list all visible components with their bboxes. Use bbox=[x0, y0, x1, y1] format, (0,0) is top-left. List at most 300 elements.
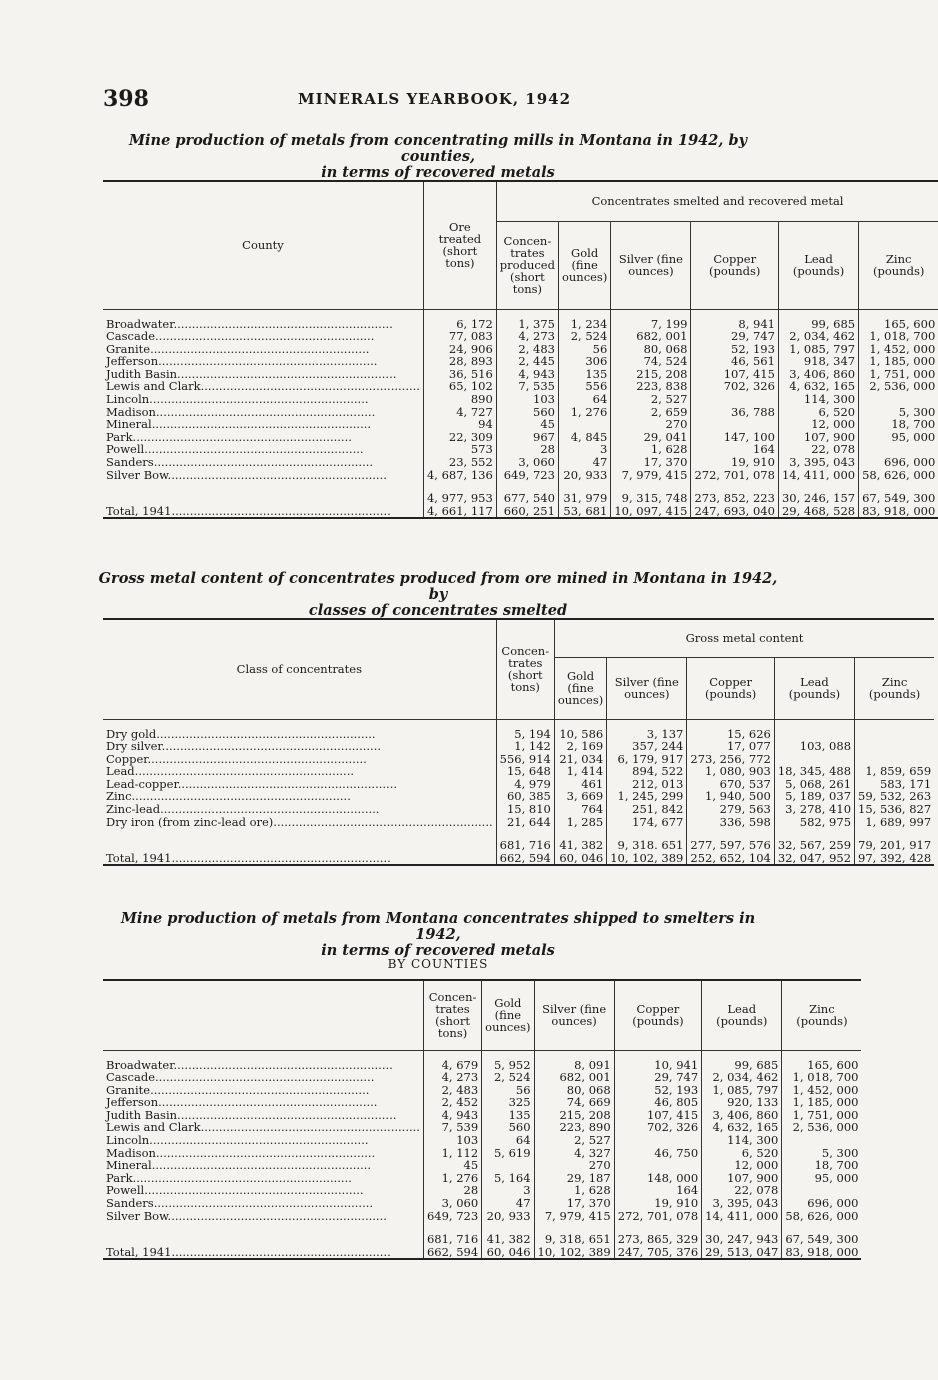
cell-value: 107, 415 bbox=[691, 368, 778, 381]
row-label: Silver Bow............................................................ bbox=[106, 467, 387, 482]
cell-value: 4, 679 bbox=[423, 1059, 481, 1072]
row-label: Lincoln............................................................ bbox=[106, 392, 369, 407]
cell-value: 894, 522 bbox=[607, 765, 687, 778]
row-label: Total, 1941............................................................ bbox=[106, 1244, 391, 1259]
cell-value: 45 bbox=[496, 418, 558, 431]
cell-value: 15, 536, 827 bbox=[855, 803, 935, 816]
cell-value: 18, 700 bbox=[782, 1159, 862, 1172]
cell-value: 15, 626 bbox=[687, 728, 774, 741]
cell-value: 28 bbox=[496, 443, 558, 456]
row-label: Mineral............................................................ bbox=[106, 1158, 372, 1173]
cell-value: 4, 727 bbox=[423, 406, 496, 419]
leader-dots: ............................................................ bbox=[173, 1057, 393, 1072]
cell-value: 135 bbox=[558, 368, 610, 381]
cell-value: 29, 747 bbox=[691, 330, 778, 343]
cell-value: 918, 347 bbox=[778, 355, 858, 368]
cell-value: 215, 208 bbox=[611, 368, 691, 381]
leader-dots: ............................................................ bbox=[144, 1183, 364, 1198]
cell-value: 24, 906 bbox=[423, 343, 496, 356]
cell-value: 22, 078 bbox=[702, 1184, 782, 1197]
cell-value: 273, 852, 223 bbox=[691, 489, 778, 505]
cell-value: 7, 979, 415 bbox=[611, 469, 691, 482]
cell-value: 67, 549, 300 bbox=[782, 1230, 862, 1246]
leader-dots: ............................................................ bbox=[171, 1244, 391, 1259]
cell-value: 702, 326 bbox=[614, 1121, 701, 1134]
cell-value: 148, 000 bbox=[614, 1172, 701, 1185]
cell-value: 52, 193 bbox=[614, 1084, 701, 1097]
cell-value: 20, 933 bbox=[482, 1210, 534, 1223]
cell-value: 212, 013 bbox=[607, 778, 687, 791]
cell-value: 7, 539 bbox=[423, 1121, 481, 1134]
cell-value: 764 bbox=[554, 803, 606, 816]
caption-line: in terms of recovered metals bbox=[321, 164, 555, 181]
cell-value: 46, 750 bbox=[614, 1147, 701, 1160]
row-label: Lead-copper............................................................ bbox=[106, 776, 398, 791]
row-label: Zinc-lead............................................................ bbox=[106, 802, 380, 817]
cell-value: 114, 300 bbox=[702, 1134, 782, 1147]
cell-value: 1, 080, 903 bbox=[687, 765, 774, 778]
cell-value: 60, 046 bbox=[482, 1246, 534, 1260]
cell-value: 64 bbox=[482, 1134, 534, 1147]
cell-value: 560 bbox=[496, 406, 558, 419]
row-label: Dry silver............................................................ bbox=[106, 739, 382, 754]
cell-value: 83, 918, 000 bbox=[859, 505, 938, 519]
cell-value: 306 bbox=[558, 355, 610, 368]
cell-value: 60, 385 bbox=[496, 790, 554, 803]
row-label bbox=[103, 836, 496, 852]
row-label: Broadwater............................................................ bbox=[106, 1057, 393, 1072]
cell-value: 696, 000 bbox=[782, 1197, 862, 1210]
col-header: Copper (pounds) bbox=[691, 221, 778, 309]
cell-value bbox=[855, 728, 935, 741]
col-header: Lead (pounds) bbox=[778, 221, 858, 309]
cell-value: 681, 716 bbox=[496, 836, 554, 852]
cell-value: 30, 246, 157 bbox=[778, 489, 858, 505]
cell-value: 107, 415 bbox=[614, 1109, 701, 1122]
cell-value: 36, 788 bbox=[691, 406, 778, 419]
cell-value: 1, 185, 000 bbox=[782, 1096, 862, 1109]
cell-value: 19, 910 bbox=[614, 1197, 701, 1210]
table-row bbox=[103, 469, 938, 482]
cell-value: 5, 300 bbox=[859, 406, 938, 419]
cell-value: 649, 723 bbox=[496, 469, 558, 482]
leader-dots: ............................................................ bbox=[155, 1145, 376, 1160]
cell-value: 165, 600 bbox=[782, 1059, 862, 1072]
leader-dots: ............................................................ bbox=[155, 404, 376, 419]
total-1941-row bbox=[103, 852, 934, 866]
cell-value: 560 bbox=[482, 1121, 534, 1134]
cell-value: 45 bbox=[423, 1159, 481, 1172]
total-row bbox=[103, 1230, 861, 1246]
cell-value: 583, 171 bbox=[855, 778, 935, 791]
table-county-mill-production bbox=[103, 180, 938, 519]
cell-value: 67, 549, 300 bbox=[859, 489, 938, 505]
cell-value: 165, 600 bbox=[859, 318, 938, 331]
cell-value: 3, 278, 410 bbox=[774, 803, 854, 816]
cell-value: 2, 536, 000 bbox=[782, 1121, 862, 1134]
cell-value: 967 bbox=[496, 431, 558, 444]
cell-value: 14, 411, 000 bbox=[702, 1210, 782, 1223]
cell-value: 64 bbox=[558, 393, 610, 406]
cell-value: 103 bbox=[423, 1134, 481, 1147]
leader-dots: ............................................................ bbox=[161, 739, 382, 754]
cell-value: 1, 245, 299 bbox=[607, 790, 687, 803]
cell-value: 10, 941 bbox=[614, 1059, 701, 1072]
cell-value: 99, 685 bbox=[702, 1059, 782, 1072]
cell-value: 19, 910 bbox=[691, 456, 778, 469]
row-label: Mineral............................................................ bbox=[106, 417, 372, 432]
cell-value: 8, 091 bbox=[534, 1059, 614, 1072]
cell-value: 573 bbox=[423, 443, 496, 456]
col-header: Gold (fine ounces) bbox=[482, 980, 534, 1050]
cell-value: 251, 842 bbox=[607, 803, 687, 816]
cell-value bbox=[614, 1159, 701, 1172]
leader-dots: ............................................................ bbox=[155, 1070, 375, 1085]
cell-value: 1, 414 bbox=[554, 765, 606, 778]
cell-value bbox=[558, 418, 610, 431]
cell-value: 247, 705, 376 bbox=[614, 1246, 701, 1260]
cell-value: 6, 520 bbox=[702, 1147, 782, 1160]
cell-value: 1, 234 bbox=[558, 318, 610, 331]
cell-value: 29, 513, 047 bbox=[702, 1246, 782, 1260]
row-label: Jefferson............................................................ bbox=[106, 1095, 378, 1110]
row-label: Zinc............................................................ bbox=[106, 789, 351, 804]
total-row bbox=[103, 836, 934, 852]
cell-value: 58, 626, 000 bbox=[859, 469, 938, 482]
col-header: Zinc (pounds) bbox=[855, 657, 935, 719]
cell-value bbox=[614, 1134, 701, 1147]
row-label: Broadwater............................................................ bbox=[106, 316, 393, 331]
cell-value: 15, 648 bbox=[496, 765, 554, 778]
cell-value: 273, 865, 329 bbox=[614, 1230, 701, 1246]
total-1941-row bbox=[103, 505, 938, 519]
leader-dots: ............................................................ bbox=[150, 341, 370, 356]
cell-value: 80, 068 bbox=[534, 1084, 614, 1097]
cell-value: 23, 552 bbox=[423, 456, 496, 469]
cell-value: 4, 977, 953 bbox=[423, 489, 496, 505]
col-header: Zinc (pounds) bbox=[782, 980, 862, 1050]
cell-value: 3, 669 bbox=[554, 790, 606, 803]
col-header: Concen- trates (short tons) bbox=[496, 619, 554, 719]
cell-value: 1, 628 bbox=[611, 443, 691, 456]
cell-value: 17, 370 bbox=[611, 456, 691, 469]
cell-value bbox=[855, 740, 935, 753]
leader-dots: ............................................................ bbox=[151, 417, 372, 432]
cell-value: 273, 256, 772 bbox=[687, 753, 774, 766]
leader-dots: ............................................................ bbox=[158, 354, 378, 369]
cell-value: 272, 701, 078 bbox=[691, 469, 778, 482]
table1-caption bbox=[98, 133, 778, 181]
cell-value bbox=[482, 1159, 534, 1172]
cell-value: 52, 193 bbox=[691, 343, 778, 356]
row-label: Total, 1941............................................................ bbox=[106, 850, 391, 865]
cell-value: 2, 524 bbox=[558, 330, 610, 343]
cell-value: 9, 315, 748 bbox=[611, 489, 691, 505]
cell-value: 677, 540 bbox=[496, 489, 558, 505]
cell-value: 1, 112 bbox=[423, 1147, 481, 1160]
cell-value: 47 bbox=[482, 1197, 534, 1210]
cell-value: 4, 943 bbox=[423, 1109, 481, 1122]
leader-dots: ............................................................ bbox=[171, 850, 391, 865]
cell-value: 5, 619 bbox=[482, 1147, 534, 1160]
cell-value: 272, 701, 078 bbox=[614, 1210, 701, 1223]
row-label: Copper............................................................ bbox=[106, 751, 367, 766]
cell-value: 1, 085, 797 bbox=[702, 1084, 782, 1097]
table2-caption bbox=[98, 571, 778, 619]
cell-value: 29, 468, 528 bbox=[778, 505, 858, 519]
row-label: Sanders............................................................ bbox=[106, 455, 374, 470]
cell-value bbox=[691, 393, 778, 406]
cell-value: 681, 716 bbox=[423, 1230, 481, 1246]
cell-value: 5, 189, 037 bbox=[774, 790, 854, 803]
cell-value: 2, 034, 462 bbox=[778, 330, 858, 343]
leader-dots: ............................................................ bbox=[158, 1095, 378, 1110]
cell-value: 2, 483 bbox=[423, 1084, 481, 1097]
cell-value: 2, 536, 000 bbox=[859, 380, 938, 393]
cell-value: 556, 914 bbox=[496, 753, 554, 766]
cell-value: 1, 185, 000 bbox=[859, 355, 938, 368]
cell-value: 1, 375 bbox=[496, 318, 558, 331]
cell-value: 56 bbox=[558, 343, 610, 356]
cell-value: 10, 586 bbox=[554, 728, 606, 741]
leader-dots: ............................................................ bbox=[149, 1133, 369, 1148]
group-header: Gross metal content bbox=[554, 619, 934, 657]
cell-value: 325 bbox=[482, 1096, 534, 1109]
cell-value: 94 bbox=[423, 418, 496, 431]
cell-value: 1, 751, 000 bbox=[859, 368, 938, 381]
cell-value: 649, 723 bbox=[423, 1210, 481, 1223]
row-label: Cascade............................................................ bbox=[106, 1070, 375, 1085]
cell-value: 247, 693, 040 bbox=[691, 505, 778, 519]
cell-value: 252, 652, 104 bbox=[687, 852, 774, 866]
cell-value: 7, 199 bbox=[611, 318, 691, 331]
col-header: Concen- trates produced (short tons) bbox=[496, 221, 558, 309]
leader-dots: ............................................................ bbox=[167, 467, 387, 482]
spacer-row bbox=[103, 481, 938, 489]
cell-value: 223, 838 bbox=[611, 380, 691, 393]
cell-value: 12, 000 bbox=[778, 418, 858, 431]
leader-dots: ............................................................ bbox=[160, 802, 380, 817]
cell-value: 5, 068, 261 bbox=[774, 778, 854, 791]
caption-line: in terms of recovered metals bbox=[321, 942, 555, 959]
spacer-row bbox=[103, 828, 934, 836]
cell-value bbox=[859, 393, 938, 406]
leader-dots: ............................................................ bbox=[150, 1082, 370, 1097]
page-number: 398 bbox=[103, 86, 149, 112]
cell-value: 103, 088 bbox=[774, 740, 854, 753]
row-label: Park............................................................ bbox=[106, 429, 352, 444]
cell-value: 65, 102 bbox=[423, 380, 496, 393]
col-header bbox=[103, 980, 423, 1050]
cell-value: 4, 845 bbox=[558, 431, 610, 444]
cell-value: 41, 382 bbox=[482, 1230, 534, 1246]
cell-value: 46, 805 bbox=[614, 1096, 701, 1109]
cell-value: 21, 644 bbox=[496, 816, 554, 829]
cell-value: 662, 594 bbox=[496, 852, 554, 866]
row-label: Total, 1941............................................................ bbox=[106, 503, 391, 518]
row-label: Granite............................................................ bbox=[106, 1082, 370, 1097]
cell-value: 3 bbox=[482, 1184, 534, 1197]
cell-value: 95, 000 bbox=[782, 1172, 862, 1185]
cell-value: 3 bbox=[558, 443, 610, 456]
leader-dots: ............................................................ bbox=[134, 764, 355, 779]
leader-dots: ............................................................ bbox=[132, 1170, 352, 1185]
row-label: Silver Bow............................................................ bbox=[106, 1208, 387, 1223]
cell-value: 80, 068 bbox=[611, 343, 691, 356]
cell-value: 270 bbox=[534, 1159, 614, 1172]
cell-value: 920, 133 bbox=[702, 1096, 782, 1109]
row-label: Jefferson............................................................ bbox=[106, 354, 378, 369]
cell-value bbox=[691, 418, 778, 431]
cell-value: 97, 392, 428 bbox=[855, 852, 935, 866]
leader-dots: ............................................................ bbox=[173, 316, 393, 331]
cell-value: 5, 300 bbox=[782, 1147, 862, 1160]
cell-value: 1, 452, 000 bbox=[859, 343, 938, 356]
cell-value: 4, 943 bbox=[496, 368, 558, 381]
cell-value: 77, 083 bbox=[423, 330, 496, 343]
running-title: MINERALS YEARBOOK, 1942 bbox=[298, 90, 572, 108]
cell-value: 28 bbox=[423, 1184, 481, 1197]
row-label: Dry gold............................................................ bbox=[106, 726, 376, 741]
cell-value: 4, 979 bbox=[496, 778, 554, 791]
page-header bbox=[103, 86, 773, 112]
col-header: Copper (pounds) bbox=[687, 657, 774, 719]
cell-value: 47 bbox=[558, 456, 610, 469]
cell-value: 17, 077 bbox=[687, 740, 774, 753]
cell-value: 582, 975 bbox=[774, 816, 854, 829]
row-label: Lead............................................................ bbox=[106, 764, 355, 779]
cell-value: 660, 251 bbox=[496, 505, 558, 519]
cell-value: 215, 208 bbox=[534, 1109, 614, 1122]
cell-value: 41, 382 bbox=[554, 836, 606, 852]
cell-value: 28, 893 bbox=[423, 355, 496, 368]
col-header: Ore treated (short tons) bbox=[423, 181, 496, 309]
col-header: Gold (fine ounces) bbox=[558, 221, 610, 309]
cell-value: 4, 273 bbox=[423, 1071, 481, 1084]
cell-value: 107, 900 bbox=[702, 1172, 782, 1185]
leader-dots: ............................................................ bbox=[153, 1196, 374, 1211]
cell-value: 2, 527 bbox=[534, 1134, 614, 1147]
cell-value: 164 bbox=[614, 1184, 701, 1197]
col-header: Zinc (pounds) bbox=[859, 221, 938, 309]
cell-value: 2, 524 bbox=[482, 1071, 534, 1084]
cell-value: 682, 001 bbox=[534, 1071, 614, 1084]
col-header: Lead (pounds) bbox=[702, 980, 782, 1050]
cell-value: 30, 247, 943 bbox=[702, 1230, 782, 1246]
col-header: Concen- trates (short tons) bbox=[423, 980, 481, 1050]
leader-dots: ............................................................ bbox=[155, 329, 375, 344]
cell-value: 1, 276 bbox=[423, 1172, 481, 1185]
cell-value: 21, 034 bbox=[554, 753, 606, 766]
leader-dots: ............................................................ bbox=[153, 455, 374, 470]
caption-line: Mine production of metals from concentrating mills in Montana in 1942, by counties, bbox=[128, 132, 748, 165]
cell-value: 3, 406, 860 bbox=[702, 1109, 782, 1122]
total-row bbox=[103, 489, 938, 505]
row-label: Dry iron (from zinc-lead ore)............................................................ bbox=[106, 814, 493, 829]
table-row bbox=[103, 803, 934, 816]
cell-value: 6, 172 bbox=[423, 318, 496, 331]
cell-value: 7, 535 bbox=[496, 380, 558, 393]
cell-value: 31, 979 bbox=[558, 489, 610, 505]
cell-value: 2, 659 bbox=[611, 406, 691, 419]
cell-value: 279, 563 bbox=[687, 803, 774, 816]
cell-value: 2, 527 bbox=[611, 393, 691, 406]
cell-value: 1, 276 bbox=[558, 406, 610, 419]
cell-value: 696, 000 bbox=[859, 456, 938, 469]
cell-value: 6, 179, 917 bbox=[607, 753, 687, 766]
cell-value: 22, 078 bbox=[778, 443, 858, 456]
cell-value: 10, 102, 389 bbox=[534, 1246, 614, 1260]
cell-value: 74, 524 bbox=[611, 355, 691, 368]
cell-value: 18, 700 bbox=[859, 418, 938, 431]
cell-value: 10, 102, 389 bbox=[607, 852, 687, 866]
col-header: Silver (fine ounces) bbox=[611, 221, 691, 309]
cell-value: 357, 244 bbox=[607, 740, 687, 753]
cell-value: 336, 598 bbox=[687, 816, 774, 829]
cell-value: 3, 060 bbox=[423, 1197, 481, 1210]
group-header: Concentrates smelted and recovered metal bbox=[496, 181, 938, 221]
cell-value: 14, 411, 000 bbox=[778, 469, 858, 482]
caption-line: classes of concentrates smelted bbox=[308, 602, 568, 619]
cell-value: 83, 918, 000 bbox=[782, 1246, 862, 1260]
cell-value: 3, 060 bbox=[496, 456, 558, 469]
cell-value: 32, 567, 259 bbox=[774, 836, 854, 852]
leader-dots: ............................................................ bbox=[149, 392, 369, 407]
cell-value: 9, 318. 651 bbox=[607, 836, 687, 852]
cell-value: 2, 483 bbox=[496, 343, 558, 356]
cell-value: 3, 395, 043 bbox=[702, 1197, 782, 1210]
row-label: Sanders............................................................ bbox=[106, 1196, 374, 1211]
cell-value: 4, 632, 165 bbox=[778, 380, 858, 393]
cell-value: 95, 000 bbox=[859, 431, 938, 444]
cell-value: 556 bbox=[558, 380, 610, 393]
cell-value: 5, 952 bbox=[482, 1059, 534, 1072]
cell-value: 1, 142 bbox=[496, 740, 554, 753]
col-header: Class of concentrates bbox=[103, 619, 496, 719]
total-1941-row bbox=[103, 1246, 861, 1260]
cell-value: 4, 327 bbox=[534, 1147, 614, 1160]
cell-value: 4, 273 bbox=[496, 330, 558, 343]
cell-value: 8, 941 bbox=[691, 318, 778, 331]
cell-value: 107, 900 bbox=[778, 431, 858, 444]
cell-value: 4, 632, 165 bbox=[702, 1121, 782, 1134]
spacer-row bbox=[103, 1222, 861, 1230]
leader-dots: ............................................................ bbox=[147, 751, 367, 766]
cell-value: 682, 001 bbox=[611, 330, 691, 343]
cell-value: 103 bbox=[496, 393, 558, 406]
leader-dots: ............................................................ bbox=[151, 1158, 372, 1173]
cell-value: 46, 561 bbox=[691, 355, 778, 368]
cell-value: 10, 097, 415 bbox=[611, 505, 691, 519]
cell-value: 9, 318, 651 bbox=[534, 1230, 614, 1246]
cell-value: 2, 034, 462 bbox=[702, 1071, 782, 1084]
cell-value: 223, 890 bbox=[534, 1121, 614, 1134]
cell-value: 7, 979, 415 bbox=[534, 1210, 614, 1223]
cell-value: 58, 626, 000 bbox=[782, 1210, 862, 1223]
row-label: Judith Basin............................................................ bbox=[106, 1107, 397, 1122]
row-label: Powell............................................................ bbox=[106, 1183, 364, 1198]
cell-value: 59, 532, 263 bbox=[855, 790, 935, 803]
row-label: Cascade............................................................ bbox=[106, 329, 375, 344]
table3-subtitle: BY COUNTIES bbox=[387, 957, 489, 971]
cell-value: 3, 137 bbox=[607, 728, 687, 741]
cell-value: 29, 187 bbox=[534, 1172, 614, 1185]
cell-value: 1, 940, 500 bbox=[687, 790, 774, 803]
leader-dots: ............................................................ bbox=[132, 429, 352, 444]
table-row bbox=[103, 816, 934, 829]
cell-value: 60, 046 bbox=[554, 852, 606, 866]
leader-dots: ............................................................ bbox=[273, 814, 493, 829]
